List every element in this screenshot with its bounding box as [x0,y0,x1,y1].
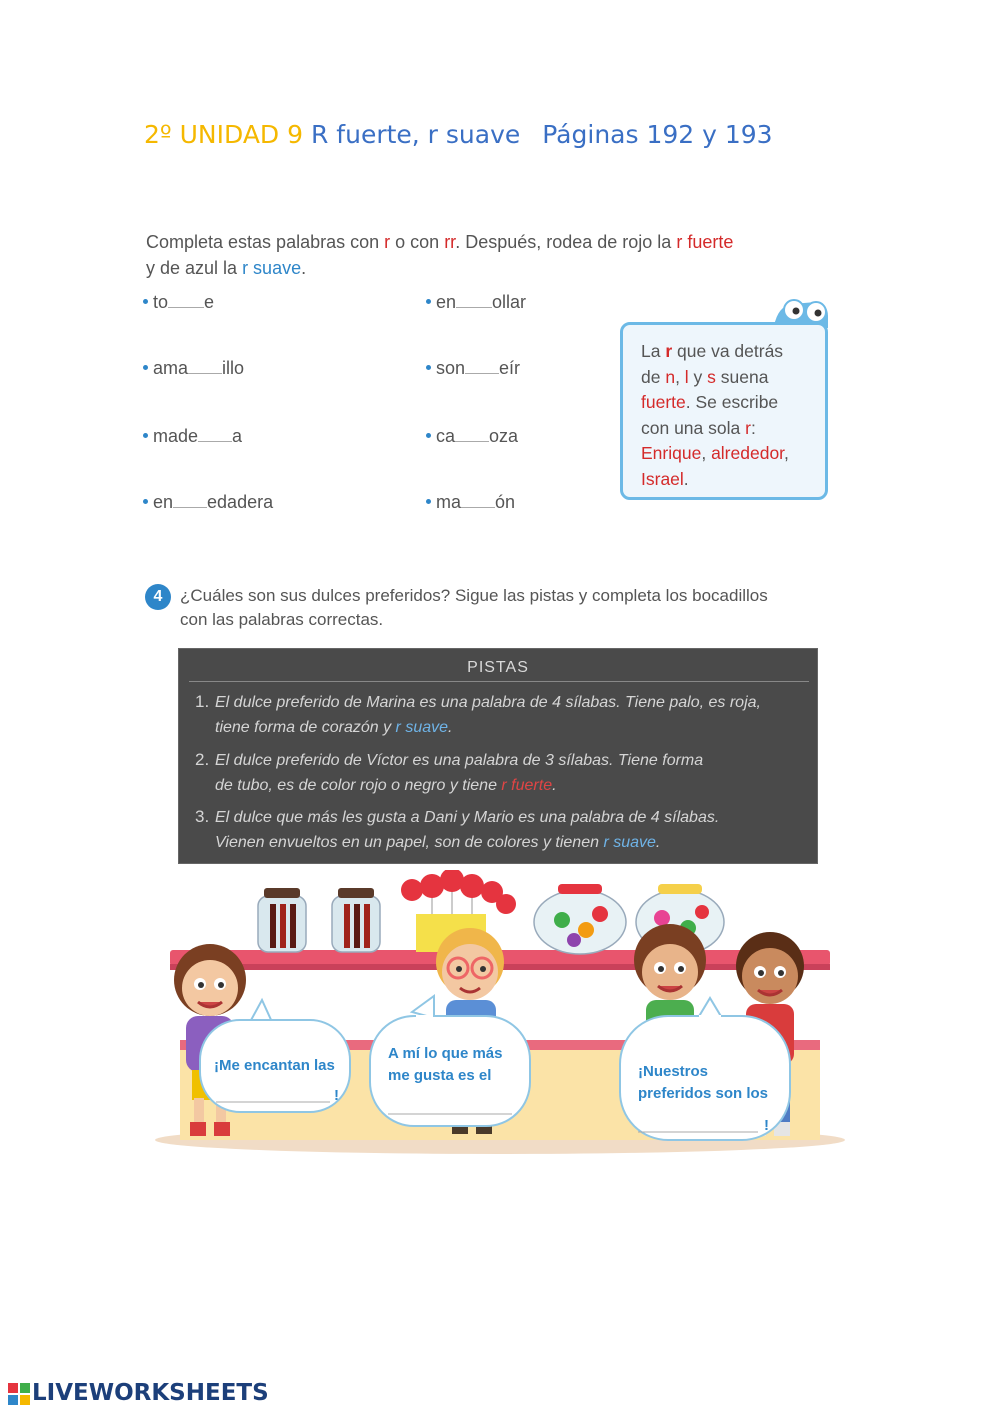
word-item [143,358,244,379]
word-suffix: illo [222,358,245,378]
clue-text: . [448,719,453,736]
word-blank-input[interactable] [456,293,492,308]
title-topic: R fuerte, r suave [310,120,521,149]
bullet-icon [426,433,431,438]
word-suffix: a [232,426,243,446]
divider [189,681,809,682]
word-item [426,292,526,313]
bullet-icon [143,433,148,438]
bubble-text: preferidos son los [638,1085,769,1102]
bullet-icon [143,365,148,370]
instr-text: Completa estas palabras con [146,232,385,252]
brand-footer [8,1380,269,1406]
word-item [426,492,515,513]
tip-text: : [750,417,756,438]
question-line: con las palabras correctas. [180,610,384,629]
tip-n: n [665,366,676,387]
tip-text: que va detrás [672,341,784,361]
bubble-text: me gusta es el [388,1067,492,1084]
title-pages: Páginas 192 y 193 [542,120,773,149]
word-prefix: en [153,492,174,512]
instr-text: . Después, rodea de rojo la [455,232,677,252]
tip-text: La [641,341,666,361]
word-item [143,292,214,313]
word-prefix: ama [153,358,189,378]
bullet-icon [426,499,431,504]
tip-text: , [784,443,789,463]
word-blank-input[interactable] [465,359,499,374]
word-suffix: ollar [492,292,527,312]
liveworksheets-logo-icon [8,1383,30,1405]
exercise4-question [180,584,768,632]
tip-fuerte: fuerte [641,392,686,412]
word-prefix: son [436,358,466,378]
tip-text: . [683,468,689,489]
tip-r: r [745,417,751,438]
clue-highlight: r suave [603,834,656,851]
tip-example: Enrique [641,443,702,463]
word-prefix: to [153,292,169,312]
clue-item [195,689,761,740]
tip-text: y [688,366,708,387]
instr-text: o con [390,232,445,252]
bullet-icon [426,365,431,370]
word-prefix: made [153,426,199,446]
tip-example: alrededor [711,443,785,463]
word-blank-input[interactable] [198,427,232,442]
candy-shop-illustration [150,870,850,1180]
tip-l: l [684,366,689,387]
instr-r: r [384,232,391,252]
tip-text: suena [715,366,769,387]
instr-text: y de azul la [146,258,243,278]
tip-example: Israel [641,468,684,489]
word-blank-input[interactable] [173,493,207,508]
clue-text: . [655,834,661,851]
tip-text: , [675,366,685,387]
word-blank-input[interactable] [461,493,495,508]
clue-text: El dulce preferido de Víctor es una palabra de 3 sílabas. Tiene forma [215,752,704,769]
clue-number: 3. [195,807,210,826]
bullet-icon [143,499,148,504]
clue-item [195,747,703,798]
clue-number: 1. [195,692,210,711]
tip-text: . Se escribe [685,392,779,412]
bubble-text: ! [334,1087,339,1104]
word-blank-input[interactable] [188,359,222,374]
instr-rr: rr [444,232,456,252]
instr-r-fuerte: r fuerte [676,232,734,252]
instr-text: . [301,258,307,278]
word-suffix: eír [499,358,521,378]
tip-text: , [701,443,712,463]
word-item [426,426,518,447]
clue-text: Vienen envueltos en un papel, son de colores y tienen [215,834,604,851]
clues-board [178,648,818,864]
clue-highlight: r fuerte [501,777,553,794]
licorice-jar-icon [258,888,306,952]
rule-tip-box [620,322,828,500]
question-line: ¿Cuáles son sus dulces preferidos? Sigue las pistas y completa los bocadillos [180,586,768,605]
bubble-text: A mí lo que más [388,1045,503,1062]
tip-text: con una sola [641,417,746,438]
rule-tip-text [641,339,789,492]
clue-number: 2. [195,750,210,769]
candy-jar-icon [534,884,626,954]
word-item [143,426,242,447]
brand-name: LIVEWORKSHEETS [32,1380,269,1406]
exercise-number-badge: 4 [145,584,171,610]
word-item [143,492,273,513]
clue-text: El dulce preferido de Marina es una palabra de 4 sílabas. Tiene palo, es roja, [215,694,761,711]
exercise-instructions [146,229,733,281]
bubble-text: ¡Me encantan las [214,1057,335,1074]
bullet-icon [426,299,431,304]
clue-highlight: r suave [395,719,449,736]
word-suffix: ón [495,492,516,512]
word-blank-input[interactable] [455,427,489,442]
tip-s: s [707,366,716,387]
word-blank-input[interactable] [168,293,204,308]
clue-text: . [552,777,557,794]
page-title [144,120,773,149]
clues-title: PISTAS [467,659,529,676]
bubble-text: ¡Nuestros [638,1063,709,1080]
word-suffix: e [204,292,215,312]
bullet-icon [143,299,148,304]
tip-r: r [665,341,673,361]
clue-item [195,804,719,855]
clue-text: tiene forma de corazón y [215,719,396,736]
title-unit: 2º UNIDAD 9 [144,120,304,149]
tip-text: de [641,366,666,387]
instr-r-suave: r suave [242,258,302,278]
word-suffix: oza [489,426,519,446]
word-prefix: en [436,292,457,312]
word-suffix: edadera [207,492,274,512]
word-prefix: ma [436,492,462,512]
word-item [426,358,520,379]
licorice-jar-icon [332,888,380,952]
bubble-text: ! [764,1117,769,1134]
clue-text: El dulce que más les gusta a Dani y Mario es una palabra de 4 sílabas. [215,809,720,826]
speech-bubble-victor [370,996,530,1126]
word-prefix: ca [436,426,456,446]
clue-text: de tubo, es de color rojo o negro y tiene [215,777,502,794]
